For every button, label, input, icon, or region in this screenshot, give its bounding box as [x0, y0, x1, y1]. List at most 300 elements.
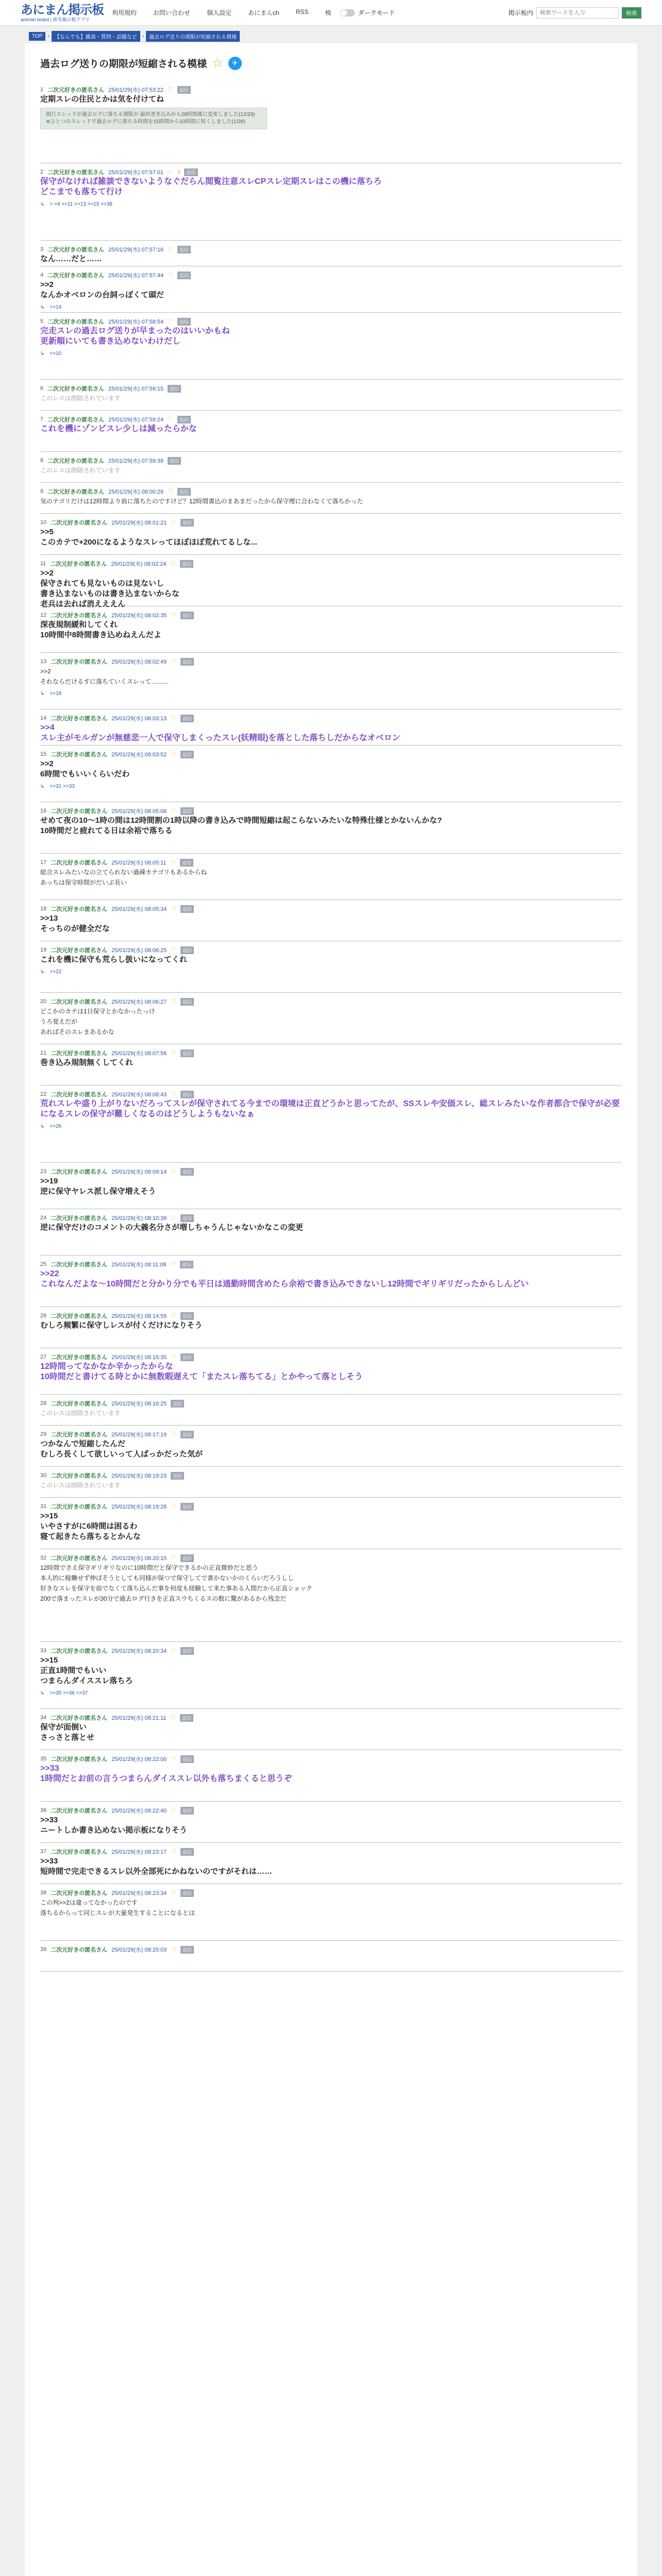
reply-button[interactable]: 返信 — [180, 1714, 193, 1722]
like-heart-icon[interactable]: ♡ — [171, 1168, 177, 1175]
post-number[interactable]: 24 — [40, 1215, 47, 1221]
post-item — [40, 1709, 622, 1750]
breadcrumb-item[interactable]: TOP — [29, 32, 45, 41]
post-number[interactable]: 29 — [40, 1431, 47, 1437]
thread-title-row — [40, 52, 622, 75]
nav-link[interactable]: あにまんch — [248, 9, 279, 16]
post-number[interactable]: 32 — [40, 1555, 47, 1561]
post-line: 6時間でもいいくらいだわ — [40, 770, 130, 778]
post-number[interactable]: 8 — [40, 457, 44, 464]
reply-links — [40, 351, 622, 357]
post-line: この判>>2は違ってなかったのです — [40, 1899, 138, 1906]
post-date: 25/01/29(水) 08:06:27 — [111, 999, 167, 1005]
post-number[interactable]: 20 — [40, 998, 47, 1005]
poster-name: 二次元好きの匿名さん — [51, 1169, 108, 1175]
post-line: それならだけるすに落ちていくスレって.......... — [40, 678, 169, 685]
like-heart-icon[interactable]: ♡ — [171, 905, 177, 912]
post-body — [40, 1223, 622, 1233]
reply-button[interactable]: 返信 — [168, 385, 181, 393]
notice-line: ※ひとつのスレッドで過去ログに落ちる時間を15時間から10時間に短くしました(1/28) — [46, 119, 245, 125]
reply-arrow-icon: ↳ — [40, 1124, 45, 1129]
reply-button[interactable]: 返信 — [180, 1049, 194, 1057]
post-line: >>2 — [40, 668, 51, 675]
post-number[interactable]: 39 — [40, 1946, 47, 1953]
reply-button[interactable]: 返信 — [180, 1889, 194, 1897]
post-date: 25/01/29(水) 08:02:49 — [111, 659, 167, 665]
post-number[interactable]: 10 — [40, 519, 47, 526]
post-number[interactable]: 26 — [40, 1313, 47, 1319]
reply-button[interactable]: 返信 — [180, 1091, 194, 1098]
post-number[interactable]: 35 — [40, 1756, 47, 1762]
reply-button[interactable]: 返信 — [180, 1503, 194, 1511]
like-heart-icon[interactable]: ♡ — [171, 1091, 177, 1098]
reply-button[interactable]: 返信 — [180, 751, 194, 758]
post-body — [40, 424, 622, 434]
like-heart-icon[interactable]: ♡ — [168, 416, 173, 423]
poster-name: 二次元好きの匿名さん — [47, 273, 105, 279]
top-bar — [0, 0, 662, 26]
dark-mode-toggle[interactable] — [340, 8, 395, 17]
post-body — [40, 527, 622, 548]
post-item — [40, 1086, 622, 1163]
like-heart-icon[interactable]: ♡ — [168, 86, 173, 93]
like-heart-icon[interactable]: ♡ — [170, 1261, 176, 1268]
post-number[interactable]: 30 — [40, 1472, 47, 1479]
post-number[interactable]: 33 — [40, 1648, 47, 1654]
post-number[interactable]: 34 — [40, 1715, 47, 1721]
post-item — [40, 653, 622, 709]
post-line: 10時間中8時間書き込めねえんだよ — [40, 631, 162, 639]
post-date: 25/01/29(水) 08:05:34 — [111, 906, 167, 912]
post-line: 総合スレみたいなの立てられない過疎カテゴリもあるからね — [40, 869, 207, 876]
post-number[interactable]: 7 — [40, 416, 44, 422]
like-heart-icon[interactable]: ♡ — [171, 1353, 177, 1361]
post-line: 気のテゴリだけは12時間より前に落ちたのですけど？12時間書込のまあまだったから保守理に合わなくて落ちかった — [40, 498, 363, 505]
post-line: 書き込まないものは書き込まないからな — [40, 589, 180, 598]
like-heart-icon[interactable]: ♡ — [171, 1946, 177, 1953]
reply-link-list[interactable]: >>10 — [49, 351, 62, 357]
post-number[interactable]: 14 — [40, 715, 47, 721]
post-line: >>33 — [40, 1816, 58, 1824]
reply-button[interactable]: 返信 — [180, 1261, 193, 1268]
post-line: >>19 — [40, 1177, 58, 1185]
like-heart-icon[interactable]: ♡ — [171, 519, 177, 526]
reply-arrow-icon: ↳ — [40, 1690, 45, 1696]
reply-button[interactable]: 返信 — [180, 807, 194, 815]
reply-link-list[interactable]: >>31 >>33 — [49, 784, 75, 789]
post-number[interactable]: 28 — [40, 1400, 47, 1406]
reply-link-list[interactable]: >>14 — [49, 304, 62, 310]
post-date: 25/01/29(水) 08:08:43 — [111, 1092, 167, 1098]
like-heart-icon[interactable]: ♡ — [171, 715, 177, 722]
poster-name: 二次元好きの匿名さん — [51, 659, 108, 665]
post-header — [40, 559, 622, 568]
post-date: 25/01/29(水) 08:02:24 — [111, 561, 167, 567]
post-body — [40, 1439, 622, 1460]
reply-links — [40, 201, 622, 207]
post-number[interactable]: 16 — [40, 808, 47, 814]
reply-button[interactable]: 返信 — [177, 318, 191, 326]
poster-name: 二次元好きの匿名さん — [47, 247, 105, 253]
post-header — [40, 1847, 622, 1856]
post-number[interactable]: 9 — [40, 488, 44, 495]
nav-link[interactable]: 個人設定 — [207, 9, 232, 16]
reply-button[interactable]: 返信 — [177, 86, 191, 94]
page-title: 過去ログ送りの期限が短縮される模様 — [40, 59, 207, 70]
reply-button[interactable]: 返信 — [180, 519, 194, 527]
post-body — [40, 1269, 622, 1290]
post-line: むしろ長くして欲しいって人ばっかだった気が — [40, 1450, 203, 1459]
reply-button[interactable]: 返信 — [180, 946, 194, 954]
favorite-star-icon[interactable]: ☆ — [212, 56, 223, 70]
reply-button[interactable]: 返信 — [180, 859, 193, 867]
post-header — [40, 904, 622, 913]
reply-arrow-icon: ↳ — [40, 969, 45, 975]
like-heart-icon[interactable]: ♡ — [171, 998, 177, 1005]
post-number[interactable]: 37 — [40, 1849, 47, 1855]
post-date: 25/01/29(水) 08:03:13 — [111, 716, 167, 722]
poster-name: 二次元好きの匿名さん — [51, 1648, 108, 1654]
reply-links — [40, 1690, 622, 1696]
reply-button[interactable]: 返信 — [180, 1848, 194, 1856]
post-header — [40, 245, 622, 254]
post-line: このレスは削除されています — [40, 395, 121, 402]
post-body — [40, 666, 622, 687]
like-heart-icon[interactable]: ♡ — [171, 1889, 177, 1896]
reply-button[interactable]: 返信 — [180, 1431, 194, 1438]
post-date: 25/01/29(水) 08:20:34 — [111, 1648, 167, 1654]
post-date: 25/01/29(水) 08:16:25 — [111, 1401, 167, 1407]
post-body — [40, 1511, 622, 1542]
post-date: 25/01/29(水) 08:09:14 — [111, 1169, 167, 1175]
post-number[interactable]: 2 — [40, 169, 44, 175]
like-heart-icon[interactable]: ♡ — [171, 946, 177, 954]
reply-button[interactable]: 返信 — [180, 715, 194, 722]
post-line: このレスは削除されています — [40, 1482, 121, 1489]
post-body — [40, 1655, 622, 1686]
like-heart-icon[interactable]: ♡ — [171, 1755, 177, 1762]
reply-button[interactable]: 返信 — [171, 1400, 184, 1408]
post-line: あればそのスレまあるかな — [40, 1028, 115, 1036]
post-line: >>33 — [40, 1764, 59, 1773]
reply-arrow-icon: ↳ — [40, 304, 45, 310]
notice-line: 現行スレッドが過去ログに落ちる期限が 最終書き込みから28時間後に変更しました(12/29) — [46, 112, 255, 117]
post-line: ニートしか書き込めない掲示板になりそう — [40, 1826, 188, 1835]
reply-button[interactable]: 返信 — [180, 1554, 194, 1562]
post-item — [40, 1467, 622, 1498]
post-date: 25/01/29(水) 07:53:22 — [108, 87, 164, 93]
post-line: 短時間で完走できるスレ以外全部死にかねないのですがそれは…… — [40, 1867, 273, 1876]
poster-name: 二次元好きの匿名さん — [51, 1262, 108, 1268]
post-header — [40, 1553, 622, 1563]
post-date: 25/01/29(水) 07:59:24 — [108, 417, 164, 423]
post-date: 25/01/29(水) 07:59:39 — [108, 458, 164, 464]
post-line: スレ主がモルガンが無慈悲一人で保守しまくったスレ(妖精眼)を落とした落ちしだからなオベロン — [40, 734, 401, 742]
reply-links — [40, 1124, 622, 1129]
post-item — [40, 1395, 622, 1426]
like-heart-icon[interactable]: ♡ — [171, 1554, 177, 1562]
nav-link[interactable]: 利用規約 — [112, 9, 137, 16]
poster-name: 二次元好きの匿名さん — [51, 1092, 108, 1098]
post-item — [40, 1884, 622, 1941]
search-input[interactable] — [536, 7, 619, 19]
post-item — [40, 313, 622, 380]
post-number[interactable]: 18 — [40, 906, 47, 912]
like-heart-icon[interactable]: ♡ — [171, 1312, 177, 1319]
post-body — [40, 955, 622, 965]
post-line: 巻き込み規制無くしてくれ — [40, 1058, 134, 1067]
poster-name: 二次元好きの匿名さん — [51, 1401, 108, 1407]
like-heart-icon[interactable]: ♡ — [171, 1503, 177, 1510]
like-heart-icon[interactable]: ♡ — [171, 1214, 177, 1222]
reply-links — [40, 691, 622, 697]
post-line: >>33 — [40, 1857, 58, 1866]
post-item — [40, 1044, 622, 1086]
post-body — [40, 1099, 622, 1120]
reply-links — [40, 969, 622, 975]
post-line: >>2 — [40, 569, 54, 578]
post-number[interactable]: 17 — [40, 859, 47, 866]
poster-name: 二次元好きの匿名さん — [51, 1050, 108, 1057]
reply-links — [40, 304, 622, 310]
like-heart-icon[interactable]: ♡ — [171, 658, 177, 665]
like-heart-icon[interactable]: ♡ — [168, 318, 173, 325]
post-header — [40, 1430, 622, 1439]
like-heart-icon[interactable]: ♡ — [171, 612, 177, 619]
post-line: つかなんで短縮したんだ — [40, 1439, 126, 1448]
reply-link-list[interactable]: >>35 >>36 >>37 — [49, 1690, 88, 1696]
post-line: 正直1時間でもいい — [40, 1666, 107, 1675]
post-number[interactable]: 31 — [40, 1503, 47, 1510]
post-number[interactable]: 6 — [40, 385, 44, 392]
poster-name: 二次元好きの匿名さん — [51, 1555, 108, 1562]
post-number[interactable]: 5 — [40, 318, 44, 325]
poster-name: 二次元好きの匿名さん — [51, 752, 108, 758]
reply-button[interactable]: 返信 — [177, 246, 191, 253]
logo-text: あにまん掲示板 — [21, 3, 104, 17]
like-heart-icon[interactable]: ♡ — [171, 1848, 177, 1855]
breadcrumb-separator: › — [142, 33, 144, 39]
post-item — [40, 81, 622, 163]
reply-link-list[interactable]: >>26 — [49, 1124, 62, 1129]
post-date: 25/01/29(水) 07:59:15 — [108, 386, 164, 392]
post-number[interactable]: 19 — [40, 947, 47, 953]
post-item — [40, 1750, 622, 1802]
nav-link[interactable]: 検 — [325, 9, 332, 16]
post-date: 25/01/29(水) 08:15:35 — [111, 1354, 167, 1361]
search-button[interactable]: 検索 — [622, 7, 641, 19]
post-header — [40, 1502, 622, 1511]
post-number[interactable]: 25 — [40, 1261, 47, 1267]
reply-button[interactable]: 返信 — [180, 658, 194, 666]
reply-link-list[interactable]: >>18 — [49, 691, 62, 697]
reply-button[interactable]: 返信 — [180, 1312, 194, 1320]
post-header — [40, 85, 622, 94]
reply-arrow-icon: ↳ — [40, 784, 45, 789]
breadcrumb-item[interactable]: 【なんでも】雑談・質問・話題など — [52, 31, 140, 42]
post-date: 25/01/29(水) 08:07:56 — [111, 1050, 167, 1057]
post-item — [40, 1941, 622, 1972]
like-heart-icon[interactable]: ♡ — [168, 272, 173, 279]
post-header — [40, 1471, 622, 1480]
site-logo[interactable] — [21, 4, 104, 22]
post-line: さっさと落とせ — [40, 1733, 95, 1742]
post-body — [40, 1320, 622, 1331]
post-item — [40, 1209, 622, 1256]
reply-button[interactable]: 返信 — [177, 416, 191, 423]
post-line: 1時間だとお前の言うつまらんダイススレ以外も落ちまくると思うぞ — [40, 1774, 292, 1783]
poster-name: 二次元好きの匿名さん — [51, 1504, 108, 1510]
post-date: 25/01/29(水) 07:57:01 — [108, 170, 164, 176]
reply-button[interactable]: 返信 — [180, 905, 194, 913]
poster-name: 二次元好きの匿名さん — [51, 999, 108, 1005]
post-line: このカテで+200になるようなスレってほぼほぼ荒れてるしな... — [40, 538, 257, 547]
post-date: 25/01/29(水) 08:21:11 — [111, 1715, 167, 1721]
post-number[interactable]: 15 — [40, 751, 47, 757]
post-body — [40, 816, 622, 836]
toggle-switch-icon[interactable] — [340, 9, 355, 16]
post-number[interactable]: 21 — [40, 1050, 47, 1056]
post-date: 25/01/29(水) 08:22:00 — [111, 1756, 167, 1762]
reply-button[interactable]: 返信 — [180, 1168, 194, 1176]
like-heart-icon[interactable]: ♡ — [171, 807, 177, 815]
twitter-share-icon[interactable]: ✈ — [228, 57, 242, 70]
poster-name: 二次元好きの匿名さん — [51, 1890, 108, 1896]
post-item — [40, 514, 622, 555]
post-line: 好きなスレを保守を前でなくて落ち込んだ事を何度も経験して来た事ある人間だから正直ショック — [40, 1585, 312, 1592]
post-body — [40, 620, 622, 640]
reply-button[interactable]: 返信 — [180, 1353, 194, 1361]
like-heart-icon[interactable]: ♡ — [168, 488, 173, 495]
post-header — [40, 1754, 622, 1764]
post-number[interactable]: 27 — [40, 1354, 47, 1360]
reply-link-list[interactable]: >>22 — [49, 969, 62, 975]
post-header — [40, 657, 622, 666]
like-heart-icon[interactable]: ♡ — [168, 246, 173, 253]
post-date: 25/01/29(水) 08:01:21 — [111, 520, 167, 526]
post-header — [40, 750, 622, 759]
reply-button[interactable]: 返信 — [180, 1214, 194, 1222]
post-number[interactable]: 23 — [40, 1168, 47, 1175]
post-item — [40, 163, 622, 241]
post-body — [40, 1362, 622, 1382]
like-heart-icon[interactable]: ♡ — [170, 1714, 176, 1721]
post-number[interactable]: 11 — [40, 561, 46, 567]
post-line: 深夜規制緩和してくれ — [40, 620, 118, 629]
post-body — [40, 1815, 622, 1836]
reply-arrow-icon: ↳ — [40, 691, 45, 697]
post-number[interactable]: 3 — [40, 246, 44, 252]
post-date: 25/01/29(水) 07:58:54 — [108, 319, 164, 325]
reply-button[interactable]: 返信 — [180, 560, 193, 568]
reply-button[interactable]: 返信 — [180, 1807, 194, 1815]
post-line: 定期スレの住民とかは気を付けてね — [40, 95, 164, 104]
post-line: 保守されても見ないものは見ないし — [40, 579, 164, 588]
poster-name: 二次元好きの匿名さん — [51, 1808, 108, 1814]
like-heart-icon[interactable]: ♡ — [170, 859, 176, 866]
like-heart-icon[interactable]: ♡ — [171, 751, 177, 758]
post-number[interactable]: 4 — [40, 272, 44, 278]
dark-mode-label: ダークモード — [358, 9, 395, 16]
post-number[interactable]: 1 — [40, 87, 44, 93]
post-date: 25/01/29(水) 08:19:28 — [111, 1504, 167, 1510]
post-line: 老兵は去れば消えええん — [40, 600, 126, 608]
poster-name: 二次元好きの匿名さん — [51, 1215, 108, 1222]
post-body — [40, 94, 622, 105]
reply-button[interactable]: 返信 — [177, 272, 191, 279]
like-heart-icon[interactable]: ♡ — [171, 1807, 177, 1814]
post-number[interactable]: 38 — [40, 1890, 47, 1896]
thread-main — [25, 43, 637, 2576]
post-item — [40, 709, 622, 745]
post-item — [40, 745, 622, 802]
post-line: どこかのカテは1日保守とかなかったっけ — [40, 1008, 155, 1015]
reply-button[interactable]: 返信 — [168, 457, 181, 465]
post-line: 落ちるからって同じスレが大量発生することになるとは — [40, 1909, 195, 1917]
top-nav — [112, 8, 331, 17]
breadcrumb-item[interactable]: 過去ログ送りの期限が短縮される模様 — [146, 31, 240, 42]
post-item — [40, 266, 622, 313]
post-number[interactable]: 22 — [40, 1091, 47, 1097]
reply-button[interactable]: 返信 — [180, 1946, 194, 1954]
like-heart-icon[interactable]: ♡ — [171, 1431, 177, 1438]
reply-button[interactable]: 返信 — [180, 612, 194, 619]
reply-button[interactable]: 返信 — [177, 488, 191, 496]
post-line: 12時間ってなかなか辛かったからな — [40, 1362, 173, 1371]
post-line: せめて夜の10〜1時の間は12時間割の1時以降の書き込みで時間短縮は起こらないみたいな特殊仕様とかないんかな? — [40, 816, 442, 825]
post-item — [40, 1843, 622, 1884]
post-item — [40, 1163, 622, 1209]
post-line: これなんだよな〜10時間だと分かり分でも平日は通勤時間含めたら余裕で書き込みできないし12時間でギリギリだったからしんどい — [40, 1280, 529, 1289]
post-header — [40, 384, 622, 393]
post-number[interactable]: 36 — [40, 1807, 47, 1814]
post-date: 25/01/29(水) 08:05:06 — [111, 808, 167, 815]
poster-name: 二次元好きの匿名さん — [51, 1473, 108, 1479]
post-header — [40, 487, 622, 496]
nav-link[interactable]: RSS — [295, 8, 309, 15]
post-header — [40, 1646, 622, 1655]
poster-name: 二次元好きの匿名さん — [50, 561, 107, 567]
like-heart-icon[interactable]: ♡ — [168, 168, 173, 176]
like-heart-icon[interactable]: ♡ — [171, 1647, 177, 1654]
reply-button[interactable]: 返信 — [180, 998, 194, 1006]
post-line: なんかオベロンの台詞っぽくて頭だ — [40, 291, 164, 299]
post-line: >>5 — [40, 528, 54, 536]
reply-button[interactable]: 返信 — [171, 1472, 184, 1480]
post-line: つまらんダイススレ落ちろ — [40, 1676, 133, 1685]
post-number[interactable]: 12 — [40, 612, 47, 618]
post-item — [40, 1348, 622, 1395]
post-item — [40, 1426, 622, 1467]
post-date: 25/01/29(水) 08:00:28 — [108, 489, 164, 495]
like-heart-icon[interactable]: ♡ — [170, 560, 176, 567]
reply-button[interactable]: 返信 — [180, 1755, 194, 1763]
poster-name: 二次元好きの匿名さん — [47, 417, 105, 423]
reply-link-list[interactable]: > >4 >>11 >>13 >>15 >>38 — [49, 201, 112, 207]
post-item — [40, 1642, 622, 1709]
nav-link[interactable]: お問い合わせ — [153, 9, 191, 16]
post-number[interactable]: 13 — [40, 658, 47, 665]
reply-button[interactable]: 返信 — [184, 168, 197, 176]
post-body — [40, 393, 622, 403]
post-header — [40, 167, 622, 177]
post-header — [40, 945, 622, 955]
like-heart-icon[interactable]: ♡ — [171, 1049, 177, 1057]
post-header — [40, 456, 622, 465]
poster-name: 二次元好きの匿名さん — [51, 1715, 108, 1721]
post-item — [40, 1549, 622, 1642]
reply-button[interactable]: 返信 — [180, 1647, 194, 1655]
